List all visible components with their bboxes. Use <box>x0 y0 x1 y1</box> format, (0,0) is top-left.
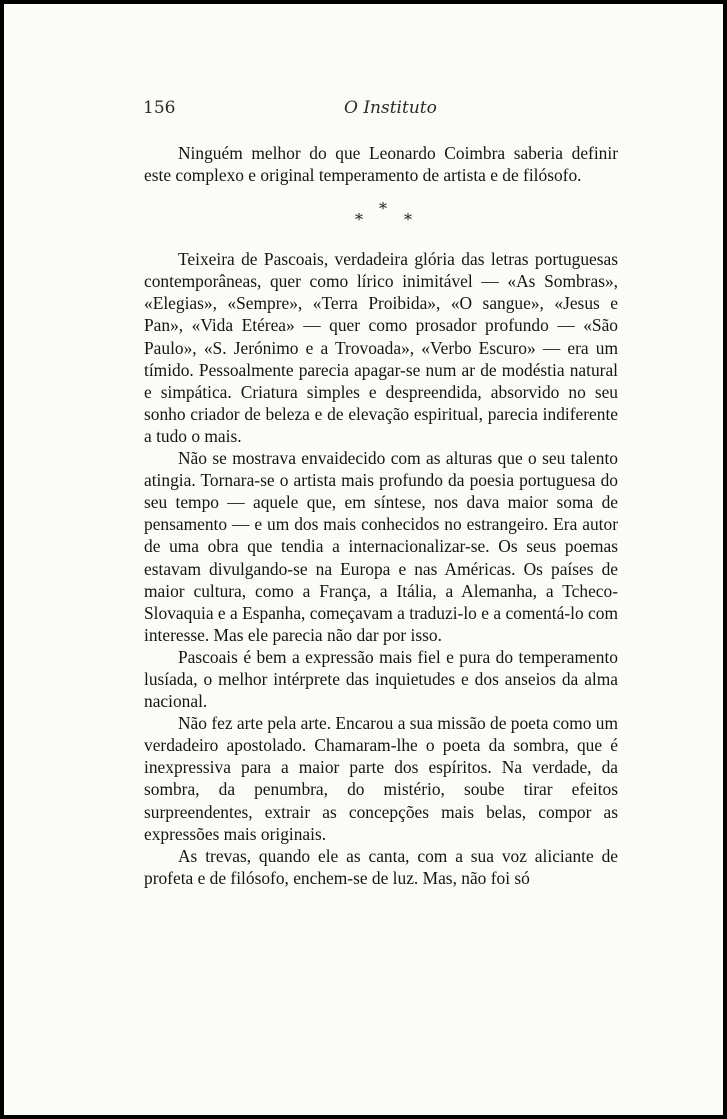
running-head <box>4 98 723 122</box>
asterisk: * <box>355 210 363 230</box>
book-page <box>4 4 723 1115</box>
paragraph: Não se mostrava envaidecido com as alturas que o seu talento atingia. Tornara-se o artista mais profundo da poesia portuguesa do seu tempo — aquele que, em síntese, nos dava maior soma de pensamento — e um dos mais conhecidos no estrangeiro. Era autor de uma obra que tendia a internacionalizar-se. Os seus poemas estavam divulgando-se na Europa e nas Américas. Os países de maior cultura, como a França, a Itália, a Alemanha, a Tcheco-Slovaquia e a Espanha, começavam a traduzi-lo e a comentá-lo com interesse. Mas ele parecia não dar por isso. <box>144 448 618 645</box>
paragraph: Pascoais é bem a expressão mais fiel e pura do temperamento lusíada, o melhor intérprete das inquietudes e dos anseios da alma nacional. <box>144 646 618 712</box>
asterisk: * <box>404 210 412 230</box>
asterisk: * <box>379 199 387 219</box>
section-asterism <box>144 186 618 248</box>
body-text <box>144 142 618 889</box>
paragraph: As trevas, quando ele as canta, com a sua voz aliciante de profeta e de filósofo, enchem-se de luz. Mas, não foi só <box>144 845 618 888</box>
paragraph: Ninguém melhor do que Leonardo Coimbra saberia definir este complexo e original temperamento de artista e de filósofo. <box>144 143 618 186</box>
running-title: O Instituto <box>344 98 437 118</box>
page-number: 156 <box>143 98 176 118</box>
paragraph: Não fez arte pela arte. Encarou a sua missão de poeta como um verdadeiro apostolado. Chamaram-lhe o poeta da sombra, que é inexpressiva para a maior parte dos espíritos. Na verdade, da sombra, da penumbra, do mistério, soube tirar efeitos surpreendentes, extrair as concepções mais belas, compor as expressões mais originais. <box>144 713 618 844</box>
paragraph: Teixeira de Pascoais, verdadeira glória das letras portuguesas contemporâneas, quer como lírico inimitável — «As Sombras», «Elegias», «Sempre», «Terra Proibida», «O sangue», «Jesus e Pan», «Vida Etérea» — quer como prosador profundo — «São Paulo», «S. Jerónimo e a Trovoada», «Verbo Escuro» — era um tímido. Pessoalmente parecia apagar-se num ar de modéstia natural e simpática. Criatura simples e despreendida, absorvido no seu sonho criador de beleza e de elevação espiritual, parecia indiferente a tudo o mais. <box>144 249 618 446</box>
